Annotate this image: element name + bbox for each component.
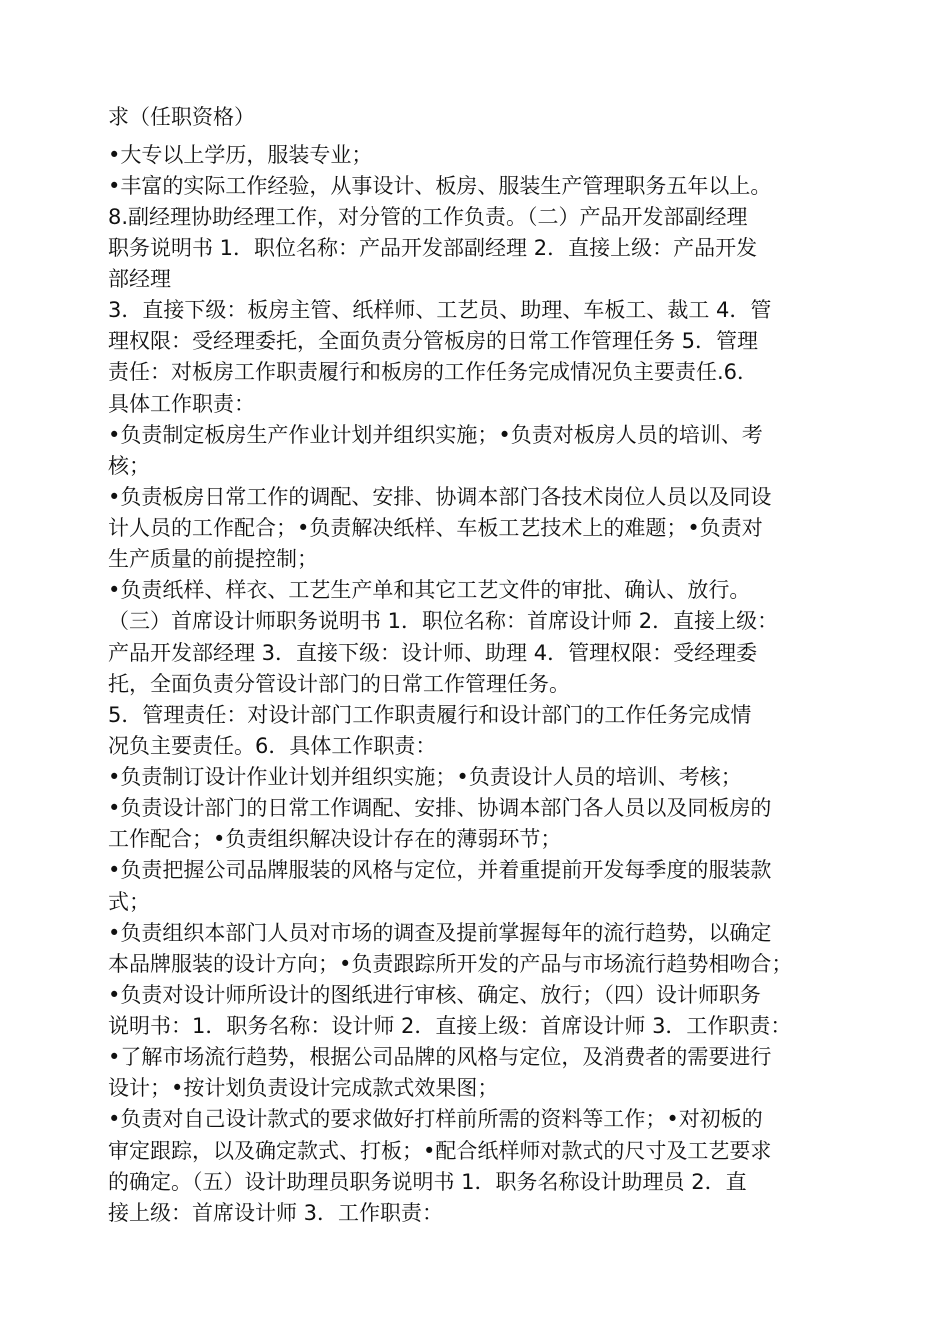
text-line: 设计；•按计划负责设计完成款式效果图； [108, 1076, 499, 1100]
text-line: 求（任职资格） [108, 105, 255, 129]
text-line: •负责纸样、样衣、工艺生产单和其它工艺文件的审批、确认、放行。 [108, 578, 751, 602]
text-line: 审定跟踪，以及确定款式、打板；•配合纸样师对款式的尺寸及工艺要求 [108, 1139, 772, 1163]
text-line: •丰富的实际工作经验，从事设计、板房、服装生产管理职务五年以上。 [108, 174, 772, 198]
text-line: 生产质量的前提控制； [108, 547, 318, 571]
text-line: 式； [108, 890, 150, 914]
text-line: 3．直接下级：板房主管、纸样师、工艺员、助理、车板工、裁工 4．管 [108, 298, 772, 322]
text-line: 托，全面负责分管设计部门的日常工作管理任务。 [108, 672, 570, 696]
text-line: 具体工作职责： [108, 392, 255, 416]
text-line: 理权限：受经理委托，全面负责分管板房的日常工作管理任务 5．管理 [108, 329, 759, 353]
text-line: •负责对设计师所设计的图纸进行审核、确定、放行；（四）设计师职务 [108, 983, 761, 1007]
text-line: 核； [108, 454, 150, 478]
text-line: 说明书：1．职务名称：设计师 2．直接上级：首席设计师 3．工作职责： [108, 1014, 792, 1038]
text-line: 责任：对板房工作职责履行和板房的工作任务完成情况负主要责任.6． [108, 360, 759, 384]
text-line: •负责制订设计作业计划并组织实施；•负责设计人员的培训、考核； [108, 765, 742, 789]
text-line: 8.副经理协助经理工作，对分管的工作负责。（二）产品开发部副经理 [108, 205, 748, 229]
text-line: •负责把握公司品牌服装的风格与定位，并着重提前开发每季度的服装款 [108, 858, 772, 882]
text-line: 职务说明书 1．职位名称：产品开发部副经理 2．直接上级：产品开发 [108, 236, 758, 260]
text-line: 产品开发部经理 3．直接下级：设计师、助理 4．管理权限：受经理委 [108, 641, 758, 665]
text-line: 况负主要责任。6．具体工作职责： [108, 734, 437, 758]
text-line: •了解市场流行趋势，根据公司品牌的风格与定位，及消费者的需要进行 [108, 1045, 772, 1069]
text-line: •大专以上学历，服装专业； [108, 143, 373, 167]
text-line: （三）首席设计师职务说明书 1．职位名称：首席设计师 2．直接上级： [108, 609, 779, 633]
text-line: 接上级：首席设计师 3．工作职责： [108, 1201, 444, 1225]
text-line: •负责板房日常工作的调配、安排、协调本部门各技术岗位人员以及同设 [108, 485, 772, 509]
text-line: •负责对自己设计款式的要求做好打样前所需的资料等工作；•对初板的 [108, 1107, 763, 1131]
text-line: 工作配合；•负责组织解决设计存在的薄弱环节； [108, 827, 562, 851]
text-line: 部经理 [108, 267, 171, 291]
text-line: 5．管理责任：对设计部门工作职责履行和设计部门的工作任务完成情 [108, 703, 752, 727]
text-line: 本品牌服装的设计方向；•负责跟踪所开发的产品与市场流行趋势相吻合； [108, 952, 793, 976]
text-line: 的确定。（五）设计助理员职务说明书 1．职务名称设计助理员 2．直 [108, 1170, 747, 1194]
text-line: •负责制定板房生产作业计划并组织实施；•负责对板房人员的培训、考 [108, 423, 763, 447]
text-line: •负责组织本部门人员对市场的调查及提前掌握每年的流行趋势，以确定 [108, 921, 772, 945]
text-line: •负责设计部门的日常工作调配、安排、协调本部门各人员以及同板房的 [108, 796, 772, 820]
text-line: 计人员的工作配合；•负责解决纸样、车板工艺技术上的难题；•负责对 [108, 516, 763, 540]
